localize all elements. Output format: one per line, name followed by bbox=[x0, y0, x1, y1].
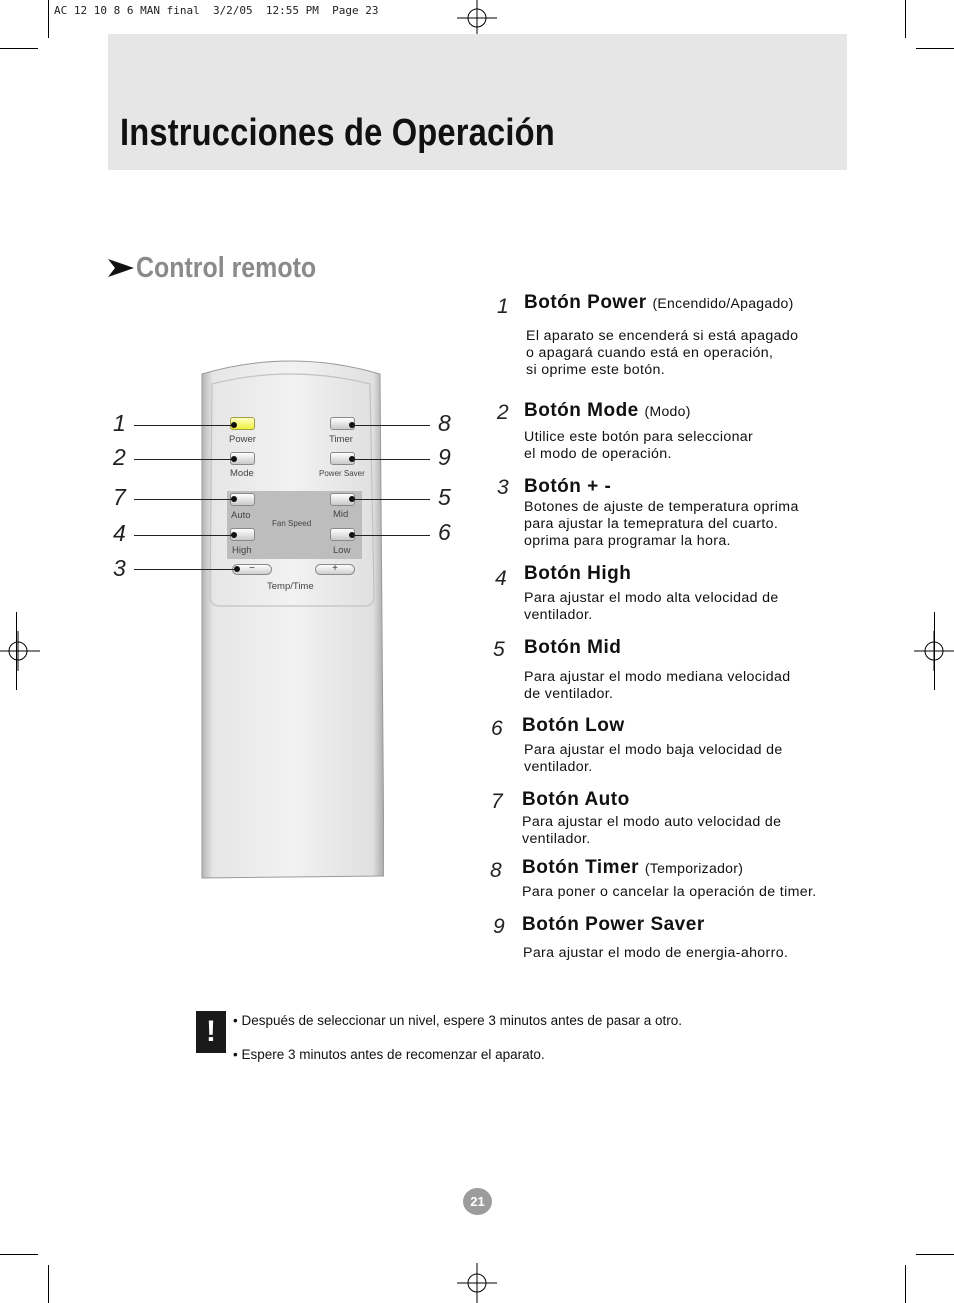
callout-dot bbox=[231, 456, 237, 462]
fan-speed-label: Fan Speed bbox=[272, 519, 312, 528]
crop-mark bbox=[48, 1265, 49, 1303]
note-line: • Después de seleccionar un nivel, espere 3 minutos antes de pasar a otro. bbox=[233, 1013, 682, 1028]
item-title: Botón Auto bbox=[522, 789, 630, 810]
item-number: 1 bbox=[497, 295, 509, 318]
crop-mark bbox=[916, 48, 954, 49]
callout-dot bbox=[231, 422, 237, 428]
temp-time-label: Temp/Time bbox=[267, 581, 314, 592]
low-label: Low bbox=[333, 545, 351, 556]
item-description: Para ajustar el modo mediana velocidad de ventilador. bbox=[524, 669, 791, 702]
callout-line bbox=[134, 569, 237, 570]
callout-number: 3 bbox=[113, 555, 126, 581]
callout-number: 6 bbox=[438, 519, 451, 545]
crop-mark bbox=[905, 0, 906, 38]
item-number: 2 bbox=[497, 401, 509, 424]
temp-plus-button[interactable]: + bbox=[315, 564, 355, 575]
power-label: Power bbox=[229, 434, 256, 445]
crop-mark bbox=[916, 1254, 954, 1255]
crop-mark bbox=[48, 0, 49, 38]
item-description: Para ajustar el modo auto velocidad de ventilador. bbox=[522, 814, 782, 847]
registration-mark-icon bbox=[0, 631, 40, 671]
callout-number: 4 bbox=[113, 520, 126, 546]
mid-label: Mid bbox=[333, 509, 349, 520]
callout-line bbox=[352, 459, 430, 460]
item-number: 7 bbox=[491, 790, 503, 813]
page-title: Instrucciones de Operación bbox=[120, 112, 555, 154]
item-description: Para poner o cancelar la operación de timer. bbox=[522, 884, 817, 900]
item-title: Botón Mode (Modo) bbox=[524, 400, 691, 421]
auto-label: Auto bbox=[231, 510, 251, 521]
high-label: High bbox=[232, 545, 252, 556]
item-number: 6 bbox=[491, 717, 503, 740]
crop-mark bbox=[16, 612, 17, 690]
crop-mark bbox=[0, 48, 38, 49]
callout-dot bbox=[231, 532, 237, 538]
item-number: 9 bbox=[493, 915, 505, 938]
callout-number: 8 bbox=[438, 410, 451, 436]
callout-number: 7 bbox=[113, 484, 126, 510]
temp-minus-button[interactable]: − bbox=[232, 564, 272, 575]
callout-line bbox=[134, 425, 234, 426]
callout-number: 2 bbox=[113, 444, 126, 470]
callout-number: 5 bbox=[438, 484, 451, 510]
item-title: Botón Power Saver bbox=[522, 914, 705, 935]
printer-slug: AC 12 10 8 6 MAN final 3/2/05 12:55 PM Page 23 bbox=[54, 4, 379, 17]
timer-label: Timer bbox=[329, 434, 353, 445]
section-title: Control remoto bbox=[136, 252, 317, 284]
callout-line bbox=[352, 499, 430, 500]
crop-mark bbox=[0, 1254, 38, 1255]
item-number: 3 bbox=[497, 476, 509, 499]
power-saver-label: Power Saver bbox=[319, 469, 365, 478]
item-number: 4 bbox=[495, 567, 507, 590]
page-number: 21 bbox=[463, 1188, 492, 1215]
callout-line bbox=[352, 425, 430, 426]
callout-number: 1 bbox=[113, 410, 126, 436]
item-description: Utilice este botón para seleccionar el modo de operación. bbox=[524, 429, 754, 462]
item-number: 5 bbox=[493, 638, 505, 661]
registration-mark-icon bbox=[457, 1263, 497, 1303]
callout-line bbox=[134, 499, 234, 500]
item-description: Para ajustar el modo de energia-ahorro. bbox=[523, 945, 789, 961]
crop-mark bbox=[905, 1265, 906, 1303]
item-description: Para ajustar el modo alta velocidad de ventilador. bbox=[524, 590, 779, 623]
callout-dot bbox=[231, 496, 237, 502]
crop-mark bbox=[934, 612, 935, 690]
note-line: • Espere 3 minutos antes de recomenzar el aparato. bbox=[233, 1047, 545, 1062]
item-title: Botón Timer (Temporizador) bbox=[522, 857, 744, 878]
warning-icon: ! bbox=[196, 1011, 226, 1053]
mode-label: Mode bbox=[230, 468, 254, 479]
arrow-right-icon bbox=[108, 257, 134, 279]
item-title: Botón Mid bbox=[524, 637, 622, 658]
item-title: Botón Power (Encendido/Apagado) bbox=[524, 292, 794, 313]
item-description: El aparato se encenderá si está apagado o apagará cuando está en operación, si oprime este botón. bbox=[526, 328, 799, 378]
callout-line bbox=[134, 459, 234, 460]
callout-line bbox=[352, 535, 430, 536]
callout-number: 9 bbox=[438, 444, 451, 470]
item-description: Para ajustar el modo baja velocidad de ventilador. bbox=[524, 742, 783, 775]
callout-line bbox=[134, 535, 234, 536]
remote-control-illustration bbox=[198, 356, 384, 880]
item-number: 8 bbox=[490, 859, 502, 882]
item-title: Botón High bbox=[524, 563, 632, 584]
item-title: Botón + - bbox=[524, 476, 612, 497]
callout-dot bbox=[234, 566, 240, 572]
item-description: Botones de ajuste de temperatura oprima para ajustar la temepratura del cuarto. oprima para programar la hora. bbox=[524, 499, 799, 549]
item-title: Botón Low bbox=[522, 715, 625, 736]
